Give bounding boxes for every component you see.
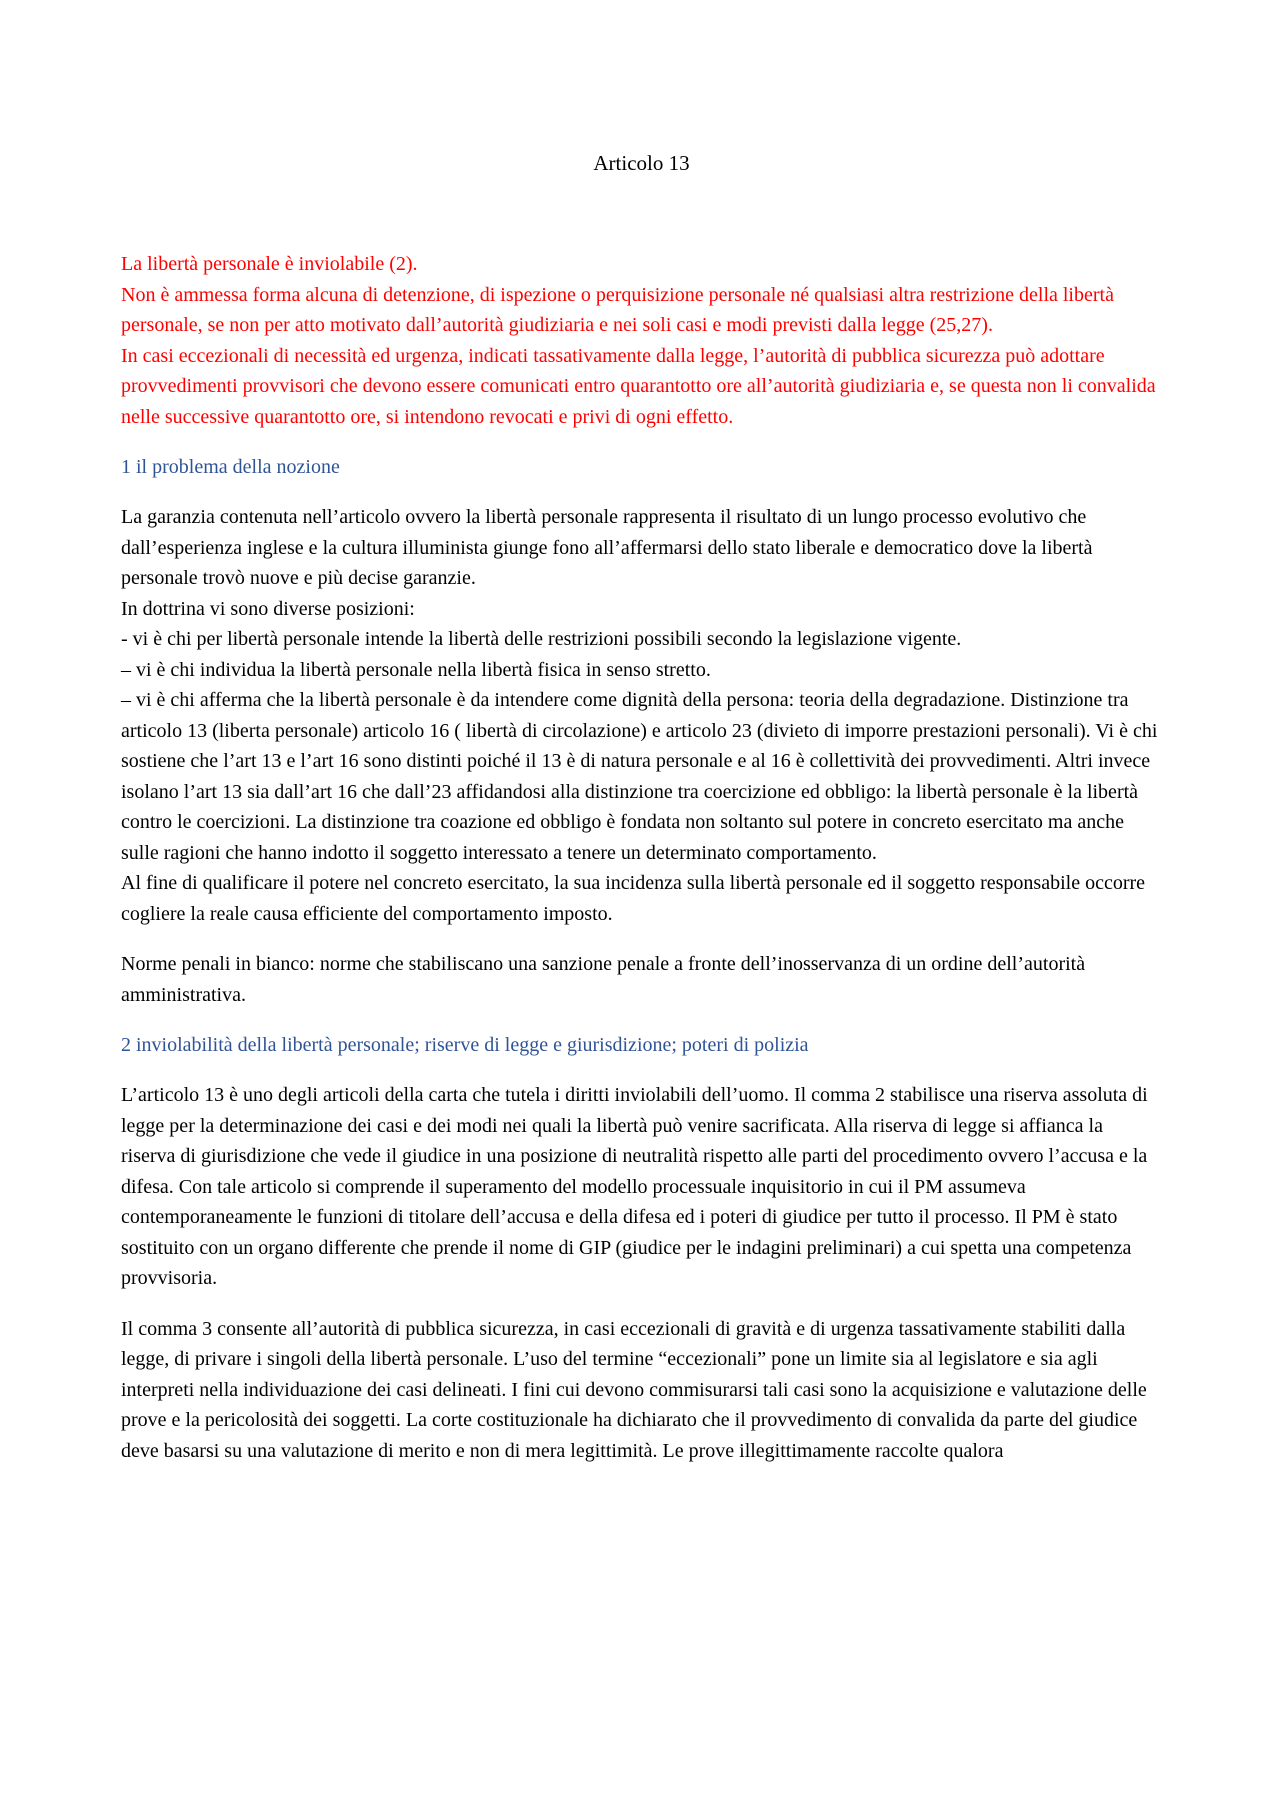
- paragraph-line: Al fine di qualificare il potere nel concreto esercitato, la sua incidenza sulla libertà personale ed il soggetto responsabile occorre cogliere la reale causa efficiente del comportamento imposto.: [121, 872, 1146, 925]
- article-comma-2: Non è ammessa forma alcuna di detenzione, di ispezione o perquisizione personale né qualsiasi altra restrizione della libertà personale, se non per atto motivato dall’autorità giudiziaria e nei soli casi e modi previsti dalla legge (25,27).: [121, 283, 1114, 336]
- article-comma-3: In casi eccezionali di necessità ed urgenza, indicati tassativamente dalla legge, l’autorità di pubblica sicurezza può adottare provvedimenti provvisori che devono essere comunicati entro quarantotto ore all’autorità giudiziaria e, se questa non li convalida nelle successive quarantotto ore, si intendono revocati e privi di ogni effetto.: [121, 344, 1156, 428]
- section-2-heading: 2 inviolabilità della libertà personale; riserve di legge e giurisdizione; poteri di polizia: [121, 1034, 809, 1056]
- paragraph-line: In dottrina vi sono diverse posizioni:: [121, 597, 415, 620]
- section-2-paragraph-1: [121, 1080, 1162, 1294]
- paragraph-line: Norme penali in bianco: norme che stabiliscano una sanzione penale a fronte dell’inosservanza di un ordine dell’autorità amministrativa.: [121, 953, 1086, 1006]
- paragraph-line: L’articolo 13 è uno degli articoli della carta che tutela i diritti inviolabili dell’uomo. Il comma 2 stabilisce una riserva assoluta di legge per la determinazione dei casi e dei modi nei quali la libertà può venire sacrificata. Alla riserva di legge si affianca la riserva di giurisdizione che vede il giudice in una posizione di neutralità rispetto alle parti del procedimento ovvero l’accusa e la difesa. Con tale articolo si comprende il superamento del modello processuale inquisitorio in cui il PM assumeva contemporaneamente le funzioni di titolare dell’accusa e della difesa ed i poteri di giudice per tutto il processo. Il PM è stato sostituito con un organo differente che prende il nome di GIP (giudice per le indagini preliminari) a cui spetta una competenza provvisoria.: [121, 1084, 1148, 1289]
- document-title: Articolo 13: [593, 151, 690, 175]
- section-1-paragraph-2: [121, 949, 1162, 1010]
- section-1-heading: 1 il problema della nozione: [121, 456, 340, 478]
- section-2-paragraph-2: [121, 1314, 1162, 1467]
- paragraph-line: La garanzia contenuta nell’articolo ovvero la libertà personale rappresenta il risultato di un lungo processo evolutivo che dall’esperienza inglese e la cultura illuminista giunge fono all’affermarsi dello stato liberale e democratico dove la libertà personale trovò nuove e più decise garanzie.: [121, 506, 1093, 589]
- paragraph-line: – vi è chi afferma che la libertà personale è da intendere come dignità della persona: teoria della degradazione. Distinzione tra articolo 13 (liberta personale) articolo 16 ( libertà di circolazione) e articolo 23 (divieto di imporre prestazioni personali). Vi è chi sostiene che l’art 13 e l’art 16 sono distinti poiché il 13 è di natura personale e al 16 è collettività dei provvedimenti. Altri invece isolano l’art 13 sia dall’art 16 che dall’23 affidandosi alla distinzione tra coercizione ed obbligo: la libertà personale è la libertà contro le coercizioni. La distinzione tra coazione ed obbligo è fondata non soltanto sul potere in concreto esercitato ma anche sulle ragioni che hanno indotto il soggetto interessato a tenere un determinato comportamento.: [121, 689, 1158, 864]
- paragraph-line: Il comma 3 consente all’autorità di pubblica sicurezza, in casi eccezionali di gravità e di urgenza tassativamente stabiliti dalla legge, di privare i singoli della libertà personale. L’uso del termine “eccezionali” pone un limite sia al legislatore e sia agli interpreti nella individuazione dei casi delineati. I fini cui devono commisurarsi tali casi sono la acquisizione e valutazione delle prove e la pericolosità dei soggetti. La corte costituzionale ha dichiarato che il provvedimento di convalida da parte del giudice deve basarsi su una valutazione di merito e non di mera legittimità. Le prove illegittimamente raccolte qualora: [121, 1317, 1147, 1462]
- article-comma-1: La libertà personale è inviolabile (2).: [121, 253, 418, 275]
- paragraph-line: - vi è chi per libertà personale intende la libertà delle restrizioni possibili secondo la legislazione vigente.: [121, 628, 962, 650]
- paragraph-line: – vi è chi individua la libertà personale nella libertà fisica in senso stretto.: [121, 658, 711, 681]
- section-1-paragraph-1: [121, 502, 1162, 929]
- article-text: [121, 249, 1162, 432]
